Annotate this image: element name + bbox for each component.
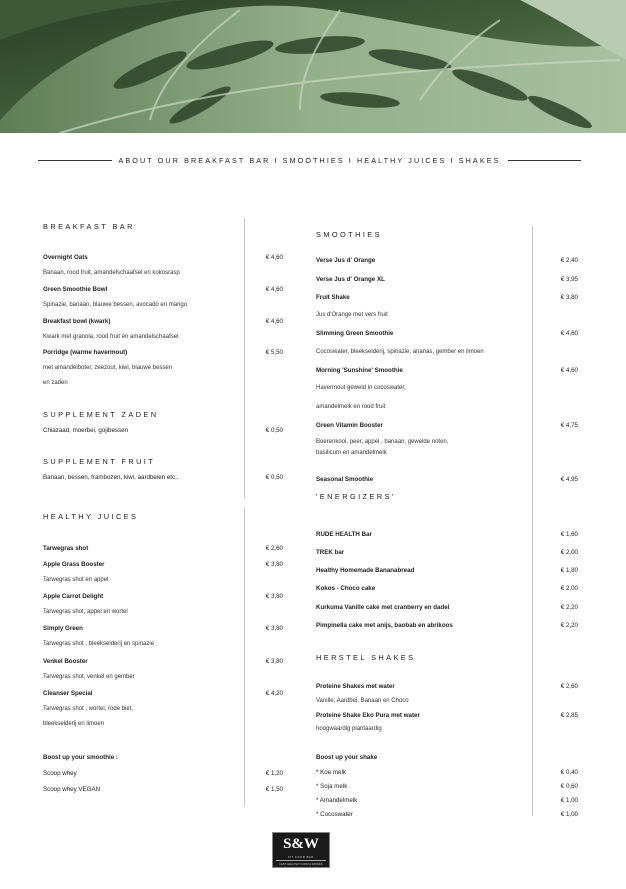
section-title-smoothies: SMOOTHIES [316,230,382,239]
menu-item [316,420,578,431]
boost-title [43,752,283,763]
item-name: RUDE HEALTH Bar [316,531,372,538]
item-price: € 2,40 [560,257,578,264]
item-name: Venkel Booster [43,658,88,665]
item-price: € 0,60 [560,783,578,790]
section-title-energizers: 'ENERGIZERS' [316,492,396,501]
item-price: € 1,50 [265,786,283,793]
boost-title [316,752,578,763]
item-name: Boost up your smoothie : [43,754,118,761]
item-name: Proteine Shake Eko Pura met water [316,712,420,719]
item-description: Banaan, rood fruit, amandelschaafsel en kokosrasp [43,270,180,276]
item-price: € 4,75 [560,422,578,429]
section-title-juices: HEALTHY JUICES [43,512,139,521]
left-column [43,0,283,889]
item-price: € 2,20 [560,604,578,611]
logo-line1: FIT FOOD BAR [288,855,314,859]
item-price: € 3,80 [265,658,283,665]
item-price: € 3,95 [560,276,578,283]
menu-item [316,255,578,266]
menu-item [43,688,283,699]
menu-item [316,620,578,631]
item-price: € 3,80 [265,593,283,600]
item-price: € 3,80 [265,561,283,568]
menu-item [316,795,578,806]
item-price: € 3,80 [560,294,578,301]
item-description: basilicum en amandelmelk [316,450,387,456]
item-price: € 2,60 [265,545,283,552]
item-name: Breakfast bowl (kwark) [43,318,111,325]
item-name: Apple Carrot Delight [43,593,104,600]
item-name: Boost up your shake [316,754,378,761]
item-price: € 4,60 [265,318,283,325]
menu-item [43,284,283,295]
menu-item [43,656,283,667]
item-name: * Koe melk [316,769,346,776]
item-name: Green Smoothie Bowl [43,286,108,293]
item-name: Pimpinella cake met anijs, baobab en abrikoos [316,622,453,629]
item-name: TREK bar [316,549,345,556]
menu-item [316,565,578,576]
item-description: Tarwegras shot, appel en wortel [43,609,128,615]
item-name: Slimming Green Smoothie [316,330,394,337]
menu-item [43,623,283,634]
section-title-fruit: SUPPLEMENT FRUIT [43,457,156,466]
item-name: Simply Green [43,625,83,632]
item-description: en zaden [43,380,68,386]
item-name: Apple Grass Booster [43,561,105,568]
menu-item [316,602,578,613]
item-price: € 5,50 [265,349,283,356]
menu-item [316,474,578,485]
item-name: Morning 'Sunshine' Smoothie [316,367,403,374]
banner-title: ABOUT OUR BREAKFAST BAR I SMOOTHIES I HEALTHY JUICES I SHAKES [118,155,501,165]
item-description: Tarwegras shot , bleekselderij en spinazie [43,641,155,647]
item-price: € 4,60 [265,254,283,261]
sw-logo [272,832,330,868]
item-price: € 1,00 [560,797,578,804]
menu-item [43,543,283,554]
menu-item [43,591,283,602]
item-description: Jus d'Orange met vers fruit [316,312,388,318]
item-name: Proteine Shakes met water [316,683,395,690]
item-price: € 2,00 [560,549,578,556]
menu-item [316,328,578,339]
item-name: Fruit Shake [316,294,350,301]
menu-item [43,425,283,436]
item-description: Tarwegras shot , wortel, rode biet, [43,706,134,712]
item-description: Tarwegras shot en appel [43,577,109,583]
menu-item [316,529,578,540]
item-price: € 2,85 [560,712,578,719]
item-price: € 4,60 [560,367,578,374]
menu-item [316,767,578,778]
item-name: Scoop whey VEGAN [43,786,101,793]
item-name: Kurkuma Vanille cake met cranberry en dadel [316,604,450,611]
item-name: Cleanser Special [43,690,93,697]
menu-item [43,784,283,795]
logo-mark: S&W [283,836,319,852]
item-description: Spinazie, banaan, blauwe bessen, avocado en mango [43,302,188,308]
menu-item [43,559,283,570]
menu-item [316,781,578,792]
item-name: * Soja melk [316,783,348,790]
section-title-breakfast: BREAKFAST BAR [43,222,135,231]
item-price: € 0,50 [265,474,283,481]
item-name: Verse Jus d' Orange XL [316,276,385,283]
item-name: Porridge (warme havermout) [43,349,128,356]
item-price: € 2,00 [560,585,578,592]
menu-item [316,710,578,721]
item-price: € 4,20 [265,690,283,697]
item-name: Kokos - Choco cake [316,585,376,592]
item-price: € 0,50 [265,427,283,434]
menu-item [316,365,578,376]
item-description: Cocoswater, bleekselderij, spinazie, ananas, gember en limoen [316,349,484,355]
menu-item [316,583,578,594]
menu-item [316,809,578,820]
item-price: € 1,20 [265,770,283,777]
item-description: met amandelboter, zeezout, kiwi, blauwe bessen [43,365,173,371]
item-description: Kwark met granola, rood fruit en amandelschaafsel [43,334,179,340]
item-description: hoogwaardig plantaardig [316,726,382,732]
item-name: * Amandelmelk [316,797,358,804]
item-description: Havermout geweld in cocoswater, [316,385,406,391]
section-title-herstel: HERSTEL SHAKES [316,653,416,662]
menu-item [43,347,283,358]
item-description: amandelmelk en rood fruit [316,404,386,410]
item-price: € 1,00 [560,811,578,818]
item-price: € 3,80 [265,625,283,632]
menu-item [43,472,283,483]
section-title-zaden: SUPPLEMENT ZADEN [43,410,159,419]
item-name: Green Vitamin Booster [316,422,383,429]
menu-item [316,292,578,303]
item-price: € 4,95 [560,476,578,483]
right-column [316,0,578,889]
menu-item [316,547,578,558]
item-name: Seasonal Smoothie [316,476,374,483]
item-price: € 2,20 [560,622,578,629]
menu-item [316,681,578,692]
item-description: Boerenkool, peer, appel , banaan, gewelde noten, [316,439,449,445]
item-name: Banaan, bessen, frambozen, kiwi, aardbeien etc.. [43,474,179,481]
item-description: Tarwegras shot, venkel en gember [43,674,135,680]
menu-item [43,768,283,779]
menu-item [43,252,283,263]
item-description: Vanille, Aardbei, Banaan en Choco [316,698,409,704]
item-price: € 1,60 [560,531,578,538]
item-name: Chiazaad, moerbei, gojibessen [43,427,128,434]
menu-item [316,274,578,285]
item-price: € 1,80 [560,567,578,574]
item-name: Tarwegras shot [43,545,89,552]
item-description: bleekselderij en limoen [43,721,105,727]
item-price: € 2,60 [560,683,578,690]
item-name: Verse Jus d' Orange [316,257,376,264]
item-price: € 4,60 [560,330,578,337]
item-price: € 0,40 [560,769,578,776]
item-name: * Cocoswater [316,811,353,818]
item-price: € 4,60 [265,286,283,293]
logo-line2: FAST HEALTHY FOOD & DRINKS [276,860,326,866]
item-name: Healthy Homemade Bananabread [316,567,415,574]
menu-item [43,316,283,327]
item-name: Overnight Oats [43,254,88,261]
item-name: Scoop whey [43,770,77,777]
